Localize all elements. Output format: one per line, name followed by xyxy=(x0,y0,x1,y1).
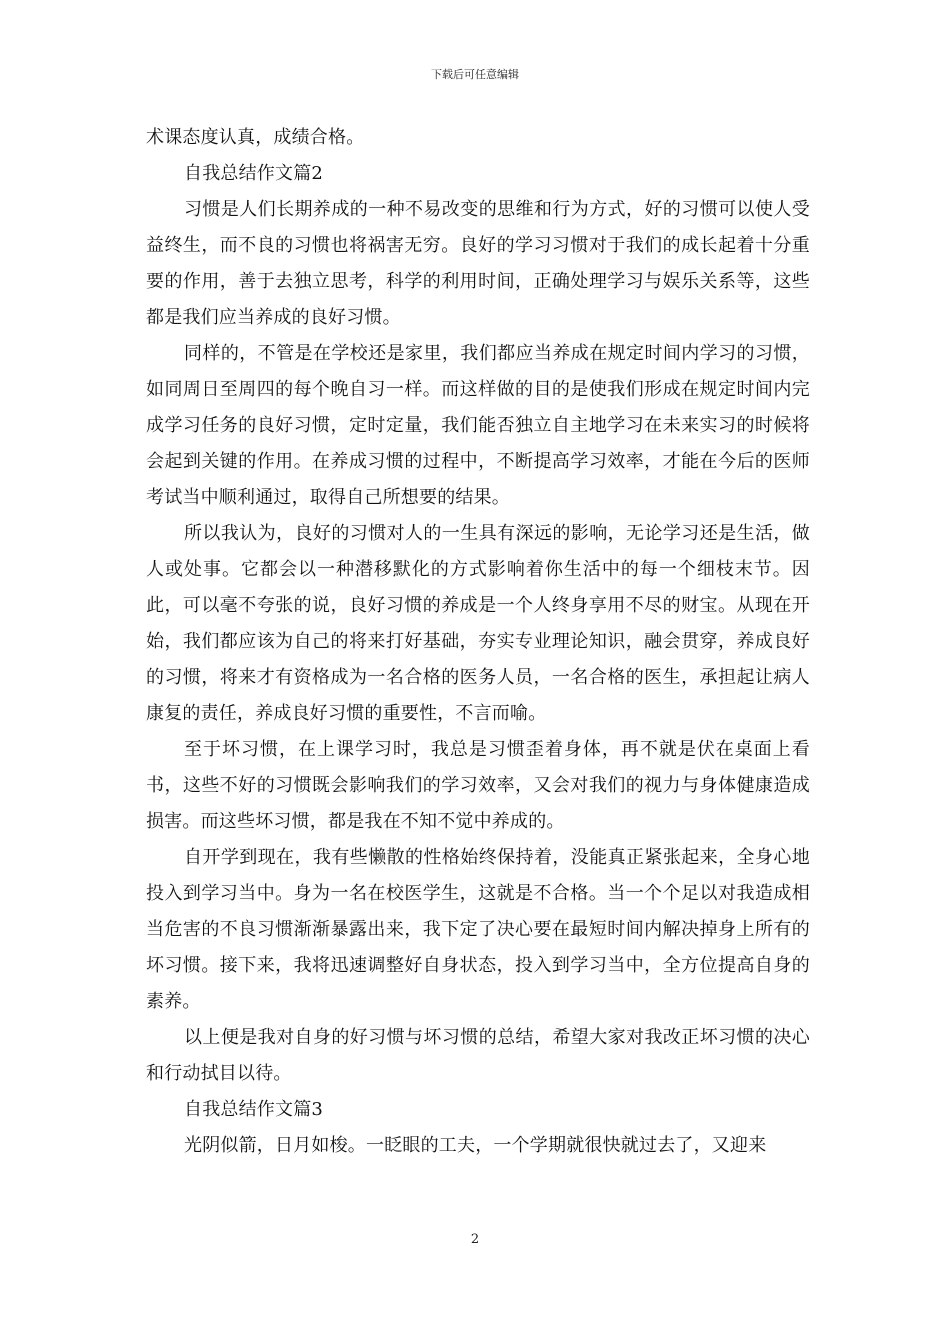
paragraph: 习惯是人们长期养成的一种不易改变的思维和行为方式，好的习惯可以使人受益终生，而不良的习惯也将祸害无穷。良好的学习习惯对于我们的成长起着十分重要的作用，善于去独立思考，科学的利用时间，正确处理学习与娱乐关系等，这些都是我们应当养成的良好习惯。 xyxy=(146,199,810,328)
paragraph: 同样的，不管是在学校还是家里，我们都应当养成在规定时间内学习的习惯，如同周日至周四的每个晚自习一样。而这样做的目的是使我们形成在规定时间内完成学习任务的良好习惯，定时定量，我们能否独立自主地学习在未来实习的时候将会起到关键的作用。在养成习惯的过程中，不断提高学习效率，才能在今后的医师考试当中顺利通过，取得自己所想要的结果。 xyxy=(146,343,810,508)
page-number: 2 xyxy=(470,1232,480,1247)
paragraph: 光阴似箭，日月如梭。一眨眼的工夫，一个学期就很快就过去了，又迎来 xyxy=(184,1135,767,1156)
header-note: 下载后可任意编辑 xyxy=(431,68,519,81)
section-heading-2: 自我总结作文篇2 xyxy=(184,163,324,184)
section-heading-3: 自我总结作文篇3 xyxy=(184,1099,324,1120)
paragraph: 以上便是我对自身的好习惯与坏习惯的总结，希望大家对我改正坏习惯的决心和行动拭目以待。 xyxy=(146,1027,810,1084)
paragraph-continuation: 术课态度认真，成绩合格。 xyxy=(146,127,365,148)
paragraph: 自开学到现在，我有些懒散的性格始终保持着，没能真正紧张起来，全身心地投入到学习当中。身为一名在校医学生，这就是不合格。当一个个足以对我造成相当危害的不良习惯渐渐暴露出来，我下定了决心要在最短时间内解决掉身上所有的坏习惯。接下来，我将迅速调整好自身状态，投入到学习当中，全方位提高自身的素养。 xyxy=(146,847,810,1012)
paragraph: 所以我认为，良好的习惯对人的一生具有深远的影响，无论学习还是生活，做人或处事。它都会以一种潜移默化的方式影响着你生活中的每一个细枝末节。因此，可以毫不夸张的说，良好习惯的养成是一个人终身享用不尽的财宝。从现在开始，我们都应该为自己的将来打好基础，夯实专业理论知识，融会贯穿，养成良好的习惯，将来才有资格成为一名合格的医务人员，一名合格的医生，承担起让病人康复的责任，养成良好习惯的重要性，不言而喻。 xyxy=(146,523,810,724)
paragraph: 至于坏习惯，在上课学习时，我总是习惯歪着身体，再不就是伏在桌面上看书，这些不好的习惯既会影响我们的学习效率，又会对我们的视力与身体健康造成损害。而这些坏习惯，都是我在不知不觉中养成的。 xyxy=(146,739,810,832)
document-body xyxy=(146,120,810,1164)
